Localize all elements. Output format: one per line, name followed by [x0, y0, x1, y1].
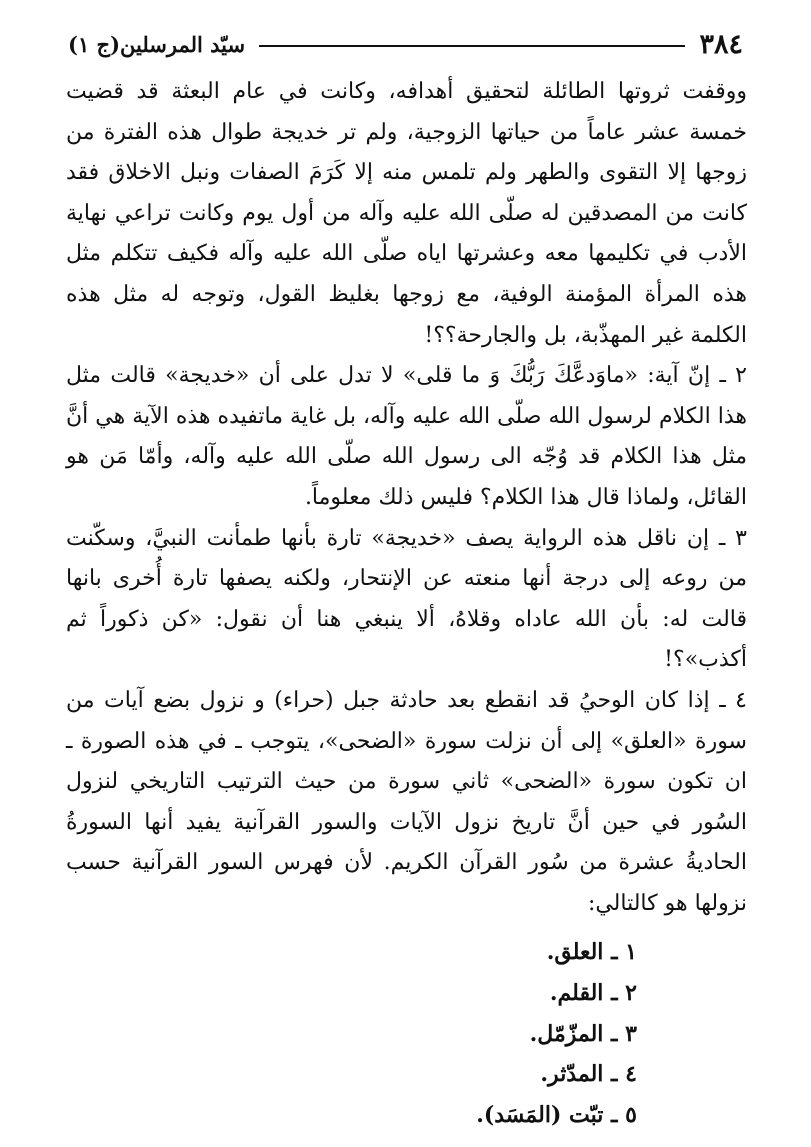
surah-list	[66, 932, 747, 1135]
paragraph-1: ووقفت ثروتها الطائلة لتحقيق أهدافه، وكانت في عام البعثة قد قضيت خمسة عشر عاماً من حياتها الزوجية، ولم تر خديجة طوال هذه الفترة من زوجها إلا التقوى والطهر ولم تلمس منه إلا كَرَمَ الصفات ونبل الاخلاق فقد كانت من المصدقين له صلّى الله عليه وآله من أول يوم وكانت تراعي نهاية الأدب في تكليمها معه وعشرتها اياه صلّى الله عليه وآله فكيف تتكلم مثل هذه المرأة المؤمنة الوفية، مع زوجها بغليظ القول، وتوجه له مثل هذه الكلمة غير المهذّبة، بل والجارحة؟؟!	[66, 79, 747, 348]
paragraph-3: ٣ ـ إن ناقل هذه الرواية يصف «خديجة» تارة بأنها طمأنت النبيَّ، وسكّنت من روعه إلى درجة أنها منعته عن الإنتحار، ولكنه يصفها تارة أُخرى بانها قالت له: بأن الله عاداه وقلاهُ، ألا ينبغي هنا أن نقول: «كن ذكوراً ثم أكذب»؟!	[66, 525, 747, 673]
list-item: ٢ ـ القلم.	[549, 980, 637, 1007]
list-item: ١ ـ العلق.	[546, 939, 637, 966]
book-title: سيّد المرسلين(ج ١)	[68, 31, 246, 57]
paragraph-4: ٤ ـ إذا كان الوحيُ قد انقطع بعد حادثة جبل (حراء) و نزول بضع آيات من سورة «العلق» إلى أن نزلت سورة «الضحى»، يتوجب ـ في هذه الصورة ـ ان تكون سورة «الضحى» ثاني سورة من حيث الترتيب التاريخي لنزول السُور في حين أنَّ تاريخ نزول الآيات والسور القرآنية يفيد أنها السورةُ الحاديةُ عشرة من سُور القرآن الكريم. لأن فهرس السور القرآنية حسب نزولها هو كالتالي:	[66, 687, 748, 916]
list-item: ٤ ـ المدّثر.	[540, 1061, 637, 1088]
list-item: ٣ ـ المزّمّل.	[529, 1020, 637, 1047]
list-item: ٥ ـ تبّت (المَسَد).	[476, 1101, 637, 1128]
page-body	[66, 72, 747, 1135]
header-rule	[259, 45, 685, 47]
running-header	[68, 24, 743, 64]
paragraph-2: ٢ ـ إنّ آية: «ماوَدعَّكَ رَبُّكَ وَ ما قلى» لا تدل على أن «خديجة» قالت مثل هذا الكلام لرسول الله صلّى الله عليه وآله، بل غاية ماتفيده هذه الآية هي أنَّ مثل هذا الكلام قد وُجّه الى رسول الله صلّى الله عليه وآله، وأمّا مَن هو القائل، ولماذا قال هذا الكلام؟ فليس ذلك معلوماً.	[66, 363, 747, 510]
page-number: ٣٨٤	[699, 28, 743, 60]
